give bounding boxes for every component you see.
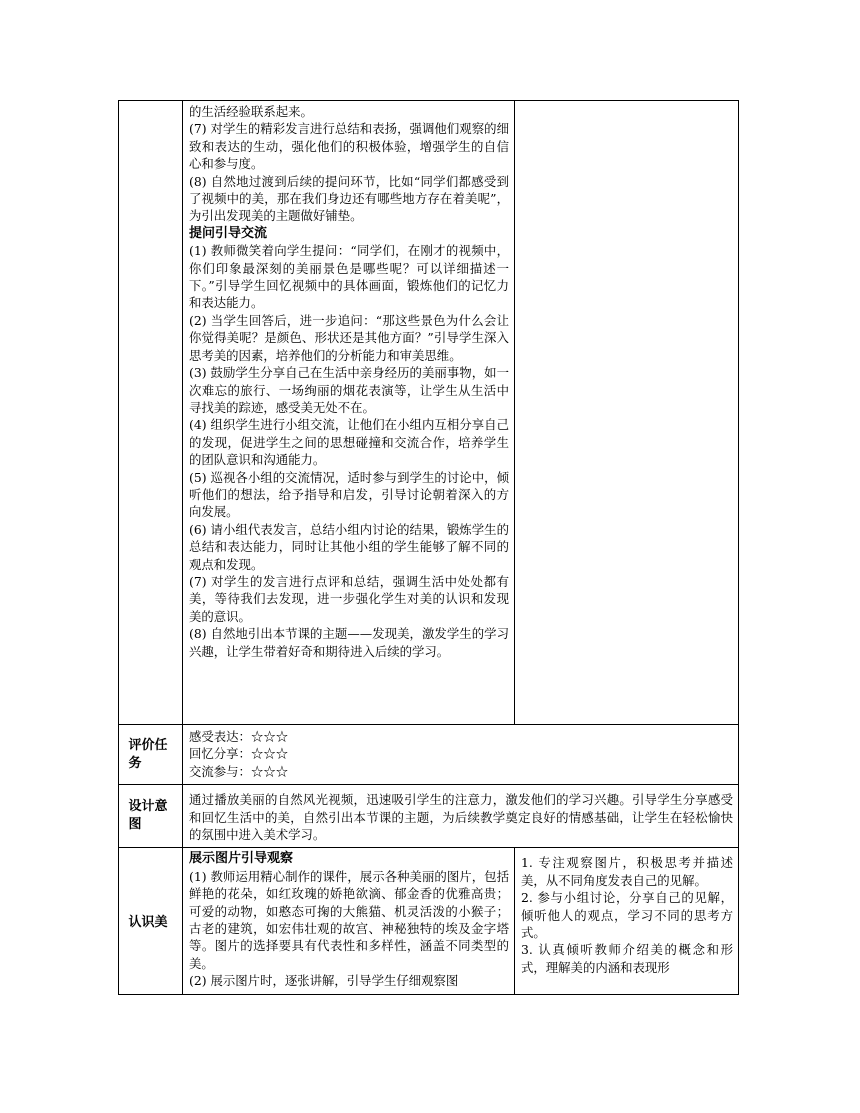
observation-step: (1) 教师运用精心制作的课件，展示各种美丽的图片，包括鲜艳的花朵，如红玫瑰的娇艳欲滴、郁金香的优雅高贵；可爱的动物，如憨态可掬的大熊猫、机灵活泼的小猴子；古老的建筑，如宏伟壮观的故宫、神秘独特的埃及金字塔等。图片的选择要具有代表性和多样性，涵盖不同类型的美。 xyxy=(189,868,509,971)
evaluation-label-cell xyxy=(119,725,183,785)
design-text: 通过播放美丽的自然风光视频，迅速吸引学生的注意力，激发他们的学习兴趣。引导学生分享感受和回忆生活中的美，自然引出本节课的主题，为后续教学奠定良好的情感基础，让学生在轻松愉快的氛围中进入美术学习。 xyxy=(189,792,733,843)
design-label-cell xyxy=(119,785,183,848)
recognize-label-cell xyxy=(119,848,183,994)
recognize-content-cell xyxy=(183,848,515,994)
observation-step: (2) 展示图片时，逐张讲解，引导学生仔细观察图 xyxy=(189,973,459,989)
process-line: (8) 自然地过渡到后续的提问环节，比如“同学们都感受到了视频中的美，那在我们身边还有哪些地方存在着美呢”，为引出发现美的主题做好铺垫。 xyxy=(189,173,509,224)
evaluation-row xyxy=(119,725,739,785)
design-content-cell xyxy=(183,785,739,848)
question-step: (1) 教师微笑着向学生提问：“同学们，在刚才的视频中，你们印象最深刻的美丽景色是哪些呢？可以详细描述一下。”引导学生回忆视频中的具体画面，锻炼他们的记忆力和表达能力。 xyxy=(189,243,509,311)
evaluation-item: 交流参与：☆☆☆ xyxy=(189,763,289,779)
question-step: (3) 鼓励学生分享自己在生活中亲身经历的美丽事物，如一次难忘的旅行、一场绚丽的烟花表演等，让学生从生活中寻找美的踪迹，感受美无处不在。 xyxy=(189,365,509,415)
question-step: (5) 巡视各小组的交流情况，适时参与到学生的讨论中，倾听他们的想法，给予指导和启发，引导讨论朝着深入的方向发展。 xyxy=(189,469,509,520)
evaluation-item: 感受表达：☆☆☆ xyxy=(189,729,289,744)
recognize-row xyxy=(119,848,739,994)
design-row xyxy=(119,785,739,848)
design-label: 设计意图 xyxy=(128,799,168,833)
recognize-label: 认识美 xyxy=(128,914,168,930)
evaluation-item: 回忆分享：☆☆☆ xyxy=(189,746,289,762)
process-content-cell xyxy=(183,101,515,725)
evaluation-label: 评价任务 xyxy=(128,737,168,771)
student-activity: 2. 参与小组讨论，分享自己的见解，倾听他人的观点，学习不同的思考方式。 xyxy=(521,890,733,941)
student-activity: 1. 专注观察图片，积极思考并描述美，从不同角度发表自己的见解。 xyxy=(521,855,733,888)
recognize-student-cell xyxy=(515,848,739,994)
section-title-observation: 展示图片引导观察 xyxy=(189,851,294,867)
student-activity: 3. 认真倾听教师介绍美的概念和形式，理解美的内涵和表现形 xyxy=(521,942,733,975)
question-step: (4) 组织学生进行小组交流，让他们在小组内互相分享自己的发现，促进学生之间的思想碰撞和交流合作，培养学生的团队意识和沟通能力。 xyxy=(189,417,509,468)
process-line: (7) 对学生的精彩发言进行总结和表扬，强调他们观察的细致和表达的生动，强化他们的积极体验，增强学生的自信心和参与度。 xyxy=(189,121,509,172)
section-title-questioning: 提问引导交流 xyxy=(189,225,268,241)
lesson-plan-table xyxy=(118,100,739,995)
process-label-cell xyxy=(119,101,183,725)
question-step: (7) 对学生的发言进行点评和总结，强调生活中处处都有美，等待我们去发现，进一步强化学生对美的认识和发现美的意识。 xyxy=(189,573,509,624)
evaluation-content-cell xyxy=(183,725,739,785)
question-step: (8) 自然地引出本节课的主题——发现美，激发学生的学习兴趣，让学生带着好奇和期待进入后续的学习。 xyxy=(189,626,509,659)
process-student-cell xyxy=(515,101,739,725)
process-line: 的生活经验联系起来。 xyxy=(189,104,313,119)
question-step: (2) 当学生回答后，进一步追问：“那这些景色为什么会让你觉得美呢？是颜色、形状还是其他方面？”引导学生深入思考美的因素，培养他们的分析能力和审美思维。 xyxy=(189,312,509,363)
process-row xyxy=(119,101,739,725)
question-step: (6) 请小组代表发言，总结小组内讨论的结果，锻炼学生的总结和表达能力，同时让其他小组的学生能够了解不同的观点和发现。 xyxy=(189,521,509,572)
